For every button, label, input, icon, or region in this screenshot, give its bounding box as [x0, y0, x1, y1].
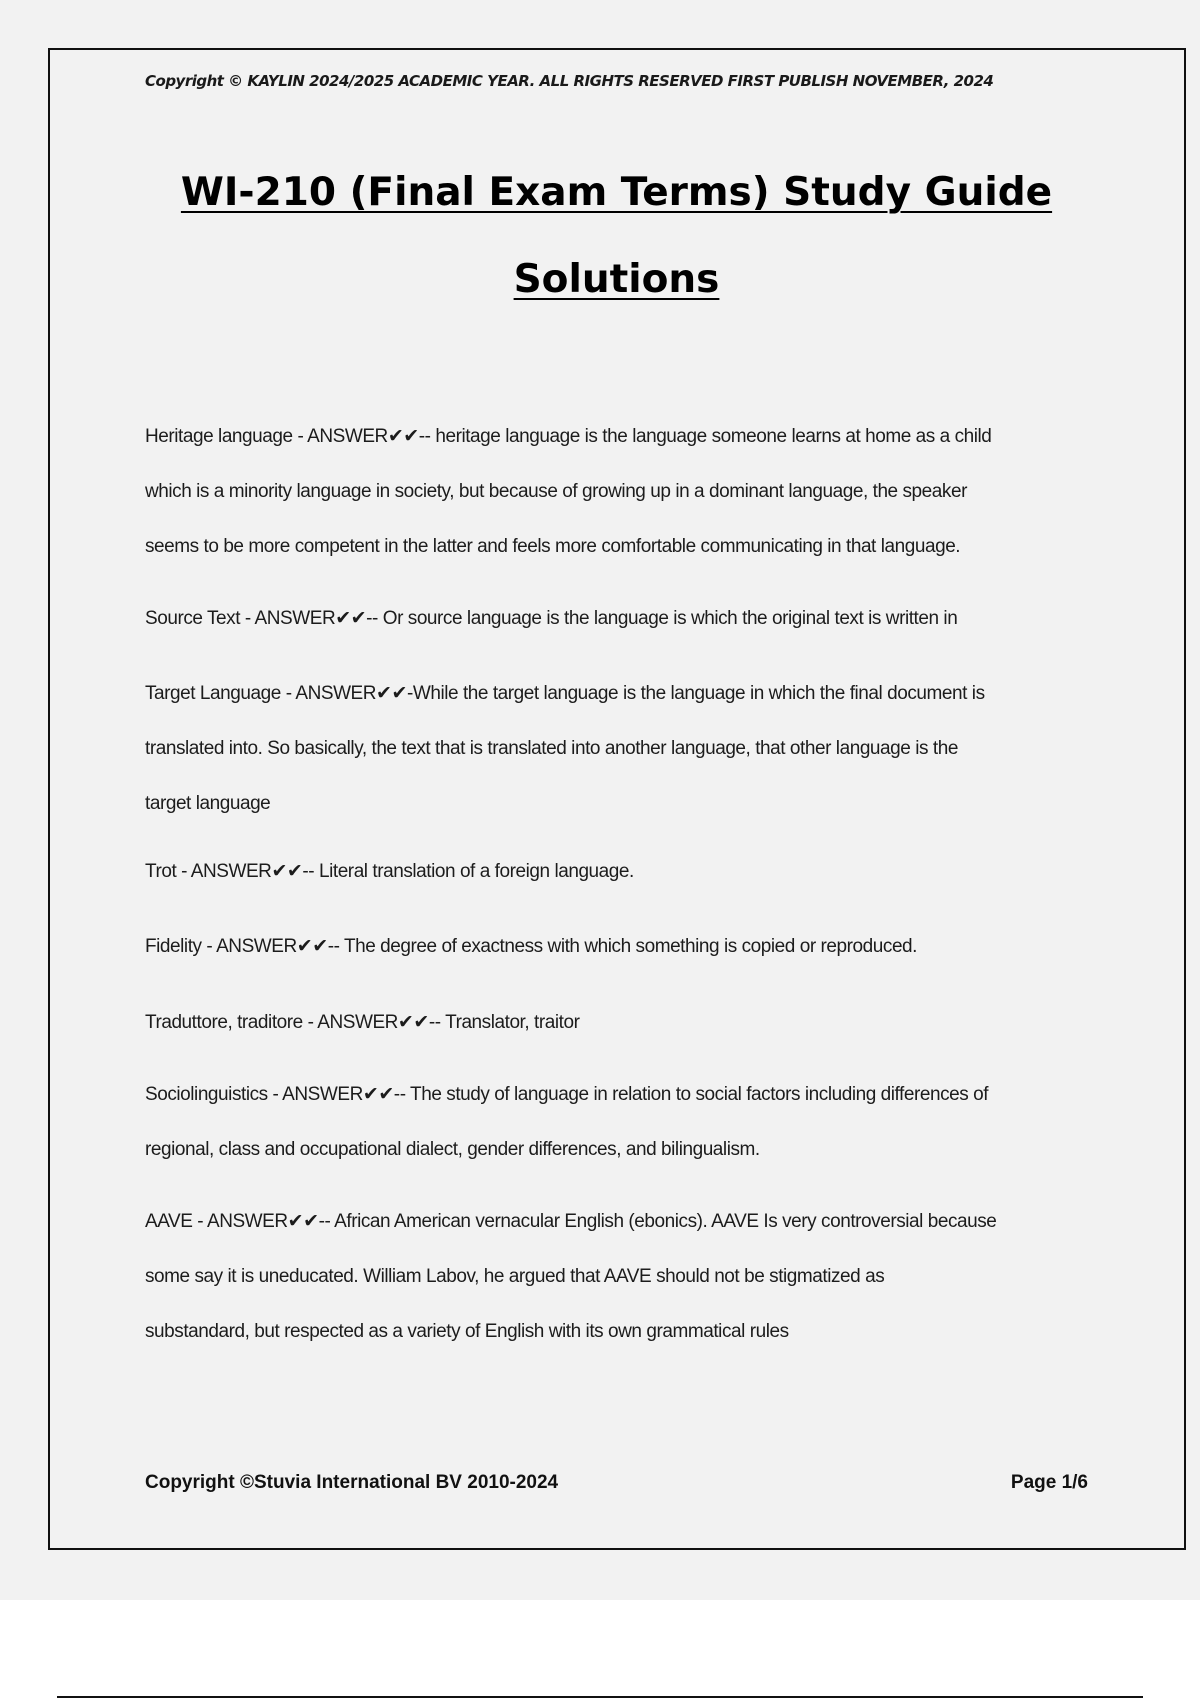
- term-line: regional, class and occupational dialect, gender differences, and bilingualism.: [145, 1139, 760, 1160]
- term-entry: [145, 591, 1125, 646]
- terms-list: [145, 409, 1125, 1359]
- term-line: Fidelity - ANSWER✔✔-- The degree of exactness with which something is copied or reproduced.: [145, 936, 918, 957]
- term-line: Trot - ANSWER✔✔-- Literal translation of a foreign language.: [145, 861, 634, 882]
- next-page-divider: [57, 1696, 1143, 1698]
- page-number: Page 1/6: [1010, 1472, 1088, 1493]
- footer-copyright: Copyright ©Stuvia International BV 2010-2024: [145, 1472, 559, 1493]
- header-copyright: Copyright © KAYLIN 2024/2025 ACADEMIC YEAR. ALL RIGHTS RESERVED FIRST PUBLISH NOVEMBER, 2024: [145, 72, 994, 90]
- document-title-continued: Solutions: [513, 257, 720, 302]
- term-entry: [145, 666, 1125, 831]
- term-line: Source Text - ANSWER✔✔-- Or source language is the language is which the original text is written in: [145, 608, 958, 629]
- term-line: Traduttore, traditore - ANSWER✔✔-- Translator, traitor: [145, 1012, 580, 1033]
- term-entry: [145, 995, 1125, 1050]
- term-line: Sociolinguistics - ANSWER✔✔-- The study of language in relation to social factors including differences of: [145, 1084, 989, 1105]
- document-title: WI-210 (Final Exam Terms) Study Guide: [180, 170, 1053, 215]
- term-line: seems to be more competent in the latter and feels more comfortable communicating in that language.: [145, 536, 961, 557]
- term-line: Target Language - ANSWER✔✔-While the target language is the language in which the final document is: [145, 683, 985, 704]
- term-line: which is a minority language in society, but because of growing up in a dominant language, the speaker: [145, 481, 967, 502]
- term-line: AAVE - ANSWER✔✔-- African American vernacular English (ebonics). AAVE Is very controversial because: [145, 1211, 997, 1232]
- term-entry: [145, 844, 1125, 899]
- term-line: target language: [145, 793, 271, 814]
- term-line: translated into. So basically, the text that is translated into another language, that other language is the: [145, 738, 958, 759]
- term-line: Heritage language - ANSWER✔✔-- heritage language is the language someone learns at home as a child: [145, 426, 992, 447]
- term-entry: [145, 919, 1125, 974]
- term-line: substandard, but respected as a variety of English with its own grammatical rules: [145, 1321, 789, 1342]
- term-entry: [145, 1194, 1125, 1359]
- term-line: some say it is uneducated. William Labov, he argued that AAVE should not be stigmatized as: [145, 1266, 885, 1287]
- term-entry: [145, 1067, 1125, 1177]
- term-entry: [145, 409, 1125, 574]
